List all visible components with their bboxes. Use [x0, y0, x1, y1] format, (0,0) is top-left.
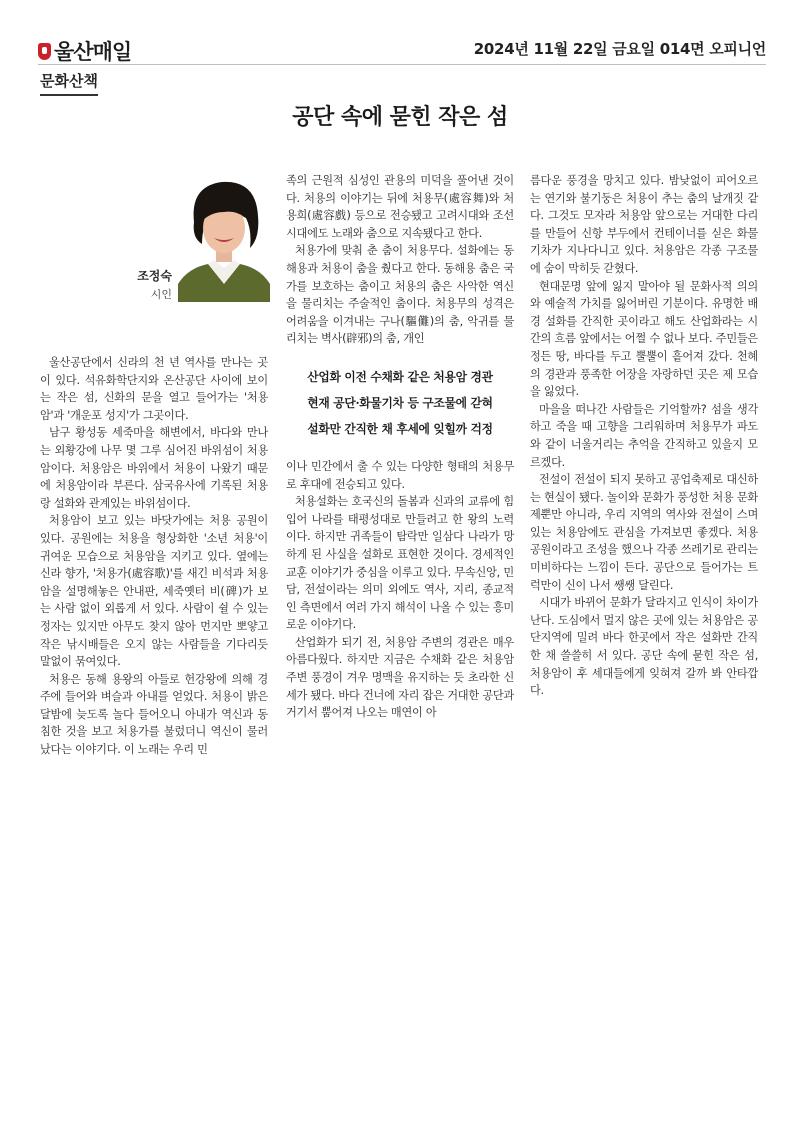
paragraph: 마을을 떠나간 사람들은 기억할까? 섬을 생각하고 죽을 때 고향을 그리워하며 처용무가 파도와 같이 너울거리는 추억을 간직하고 있을지 모르겠다.: [530, 402, 758, 469]
paragraph: 처용은 동해 용왕의 아들로 헌강왕에 의해 경주에 들어와 벼슬과 아내를 얻었다. 처용이 밝은 달밤에 늦도록 놀다 들어오니 아내가 역신과 동침한 것을 보고 처용가를 불렀더니 역신이 물러났다는 이야기다. 이 노래는 우리 민: [40, 672, 268, 757]
paragraph: 족의 근원적 심성인 관용의 미덕을 풀어낸 것이다. 처용의 이야기는 뒤에 처용무(處容舞)와 처용희(處容戲) 등으로 전승됐고 고려시대와 조선시대에도 노래와 춤으로 지속됐다고 한다.: [286, 174, 514, 240]
section-label: 문화산책: [40, 70, 98, 96]
logo-text: 울산매일: [54, 40, 132, 64]
paragraph: 현대문명 앞에 잃지 말아야 될 문화사적 의의와 예술적 가치를 잃어버린 기분이다. 유명한 배경 설화를 간직한 곳이라고 해도 산업화라는 시간의 흐름 앞에서는 어쩔 수 없나 보다. 주민들은 정든 땅, 바다를 두고 뿔뿔이 흩어져 갔다. 천혜의 경관과 풍족한 어장을 자랑하던 곳은 제 모습을 잃었다.: [530, 279, 758, 399]
column-2: [286, 172, 514, 722]
paragraph: 울산공단에서 신라의 천 년 역사를 만나는 곳이 있다. 석유화학단지와 온산공단 사이에 보이는 작은 섬, 신화의 문을 열고 들어가는 '처용암'과 '개운포 성지'가 그곳이다.: [40, 356, 268, 422]
paragraph: 처용가에 맞춰 춘 춤이 처용무다. 설화에는 동해용과 처용이 춤을 췄다고 한다. 동해용 춤은 국가를 보호하는 춤이고 처용의 춤은 사악한 역신을 물리치는 주술적인 춤이다. 처용무의 성격은 어려움을 이겨내는 구나(驅儺)의 춤, 악귀를 물리치는 벽사(辟邪)의 춤, 개인: [286, 244, 514, 346]
paragraph: 이나 민간에서 출 수 있는 다양한 형태의 처용무로 후대에 전승되고 있다.: [286, 459, 514, 491]
paragraph: 처용암이 보고 있는 바닷가에는 처용 공원이 있다. 공원에는 처용을 형상화한 '소년 처용'이 귀여운 모습으로 처용암을 지키고 있다. 옆에는 신라 향가, '처용가(處容歌)'를 새긴 비석과 처용암을 설명해놓은 안내판, 세죽옛터 비(碑)가 보는 사람 없이 외롭게 서 있다. 사람이 쉴 수 있는 정자는 있지만 아무도 찾지 않아 먼지만 뽀얗고 작은 낚시배들은 오지 않는 사람들을 기다리듯 말없이 묶여있다.: [40, 514, 268, 669]
paragraph: 전설이 전설이 되지 못하고 공업축제로 대신하는 현실이 됐다. 놀이와 문화가 풍성한 처용 문화제뿐만 아니라, 우리 지역의 역사와 전설이 스며있는 처용암에도 관심을 가져보면 좋겠다. 처용공원이라고 조성을 했으나 각종 쓰레기로 관리는 미비하다는 느낌이 든다. 공단으로 들어가는 트럭만이 신이 나서 쌩쌩 달린다.: [530, 473, 758, 592]
paragraph: 시대가 바뀌어 문화가 달라지고 인식이 차이가 난다. 도심에서 멀지 않은 곳에 있는 처용암은 공단지역에 밀려 바다 한곳에서 작은 설화만 간직한 채 쓸쓸히 서 있다. 공단 속에 묻힌 작은 섬, 처용암이 후 세대들에게 잊혀져 갈까 봐 안타깝다.: [530, 596, 758, 698]
paragraph: 산업화가 되기 전, 처용암 주변의 경관은 매우 아름다웠다. 하지만 지금은 수채화 같은 처용암 주변 풍경이 겨우 명맥을 유지하는 듯 초라한 신세가 됐다. 바다 건너에 자리 잡은 거대한 공단과 거기서 뿜어져 나오는 매연이 아: [286, 635, 514, 720]
paragraph: 남구 황성동 세죽마을 해변에서, 바다와 만나는 외황강에 나무 몇 그루 심어진 바위섬이 처용암이다. 처용암은 바위에서 처용이 나왔기 때문에 처용암이라 부른다. 삼국유사에 기록된 처용랑 설화와 관계있는 바위섬이다.: [40, 426, 268, 510]
paragraph: 처용설화는 호국신의 돌봄과 신과의 교류에 힘입어 나라를 태평성대로 만들려고 한 왕의 노력이다. 하지만 귀족들이 탐락만 일삼다 나라가 망하게 된 사실을 설화로 표현한 것이다. 경세적인 교훈 이야기가 중심을 이루고 있다. 무속신앙, 민담, 전설이라는 의미 외에도 역사, 지리, 종교적인 측면에서 여러 가지 해석이 나올 수 있는 흥미로운 이야기다.: [286, 495, 514, 632]
article-headline: 공단 속에 묻힌 작은 섬: [292, 104, 508, 130]
author-portrait: [178, 172, 270, 302]
newspaper-logo: [38, 36, 131, 66]
logo-mark-icon: [38, 43, 51, 60]
column-1: [40, 354, 268, 759]
pull-quote-line: 설화만 간직한 채 후세에 잊힐까 걱정: [307, 421, 493, 436]
pull-quote: [286, 364, 514, 442]
author-name: 조정숙: [137, 269, 172, 283]
column-3: [530, 172, 758, 700]
pull-quote-line: 산업화 이전 수채화 같은 처용암 경관: [307, 369, 493, 384]
pull-quote-line: 현재 공단·화물기차 등 구조물에 갇혀: [307, 395, 493, 410]
paragraph: 름다운 풍경을 망치고 있다. 밤낮없이 피어오르는 연기와 불기둥은 처용이 추는 춤의 날개짓 같다. 그것도 모자라 처용암 앞으로는 거대한 다리를 만들어 신항 부두에서 컨테이너를 싣은 화물기차가 지나다니고 있다. 처용암은 각종 구조물에 숨이 막히듯 갇혔다.: [530, 174, 758, 275]
author-box: [40, 172, 270, 302]
author-role: 시인: [150, 288, 172, 301]
header-divider: [38, 64, 766, 65]
dateline: 2024년 11월 22일 금요일 014면 오피니언: [473, 40, 766, 58]
